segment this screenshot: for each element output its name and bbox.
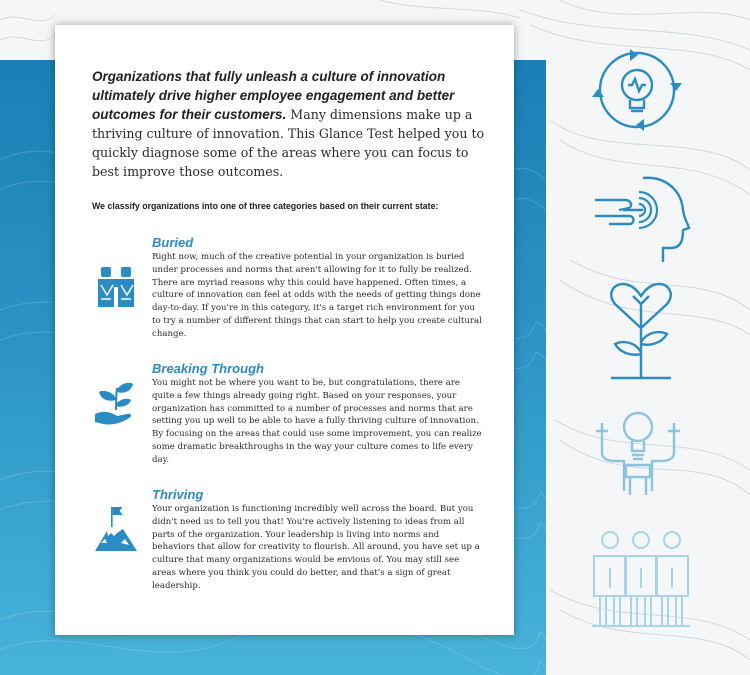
category-body-buried: Right now, much of the creative potential in your organization is buried under processes and norms that aren't allowing for it to fully be realized. There are myriad reasons why this could have happened. Often times, a culture of innovation can feel at odds with the needs of getting things done day-to-day. If you're in this category, it's a target rich environment for you to try a number of different things that can start to help you create cultural change. bbox=[152, 252, 482, 339]
heart-flower-icon bbox=[605, 280, 677, 380]
intro-paragraph bbox=[92, 67, 487, 181]
classify-heading: We classify organizations into one of three categories based on their current state: bbox=[92, 201, 439, 211]
binoculars-icon bbox=[95, 265, 137, 311]
lightbulb-person-icon bbox=[590, 405, 686, 497]
hand-sprout-icon bbox=[93, 380, 139, 428]
category-title-breaking-through: Breaking Through bbox=[152, 361, 264, 376]
category-title-thriving: Thriving bbox=[152, 487, 204, 502]
category-title-buried: Buried bbox=[152, 235, 194, 250]
document-page bbox=[55, 25, 514, 635]
head-fingerprint-icon bbox=[593, 170, 691, 265]
team-people-icon bbox=[590, 528, 692, 630]
mountain-flag-icon bbox=[93, 503, 139, 553]
lightbulb-cycle-icon bbox=[592, 45, 682, 135]
intro-lead: Organizations that fully unleash a culture of innovation ultimately drive higher employee engagement and better outcomes for their customers. bbox=[92, 69, 455, 122]
category-body-breaking-through: You might not be where you want to be, but congratulations, there are quite a few things already going right. Based on your responses, your organization has committed to a number of processes and norms that are setting you up well to be able to have a fully thriving culture of innovation. By focusing on the areas that could use some improvement, you can realize some dramatic breakthroughs in the way your culture comes to life every day. bbox=[152, 378, 482, 465]
category-body-thriving: Your organization is functioning incredibly well across the board. But you didn't need us to tell you that! You're actively listening to ideas from all parts of the organization. Your leadership is living into norms and behaviors that allow for creativity to flourish. All around, you have set up a culture that many organizations would be envious of. You may still see areas where you think you could do better, and that's a sign of great leadership. bbox=[152, 504, 480, 591]
intro-body: Many dimensions make up a thriving culture of innovation. This Glance Test helped you to quickly diagnose some of the areas where you can focus to best improve those outcomes. bbox=[92, 107, 485, 179]
